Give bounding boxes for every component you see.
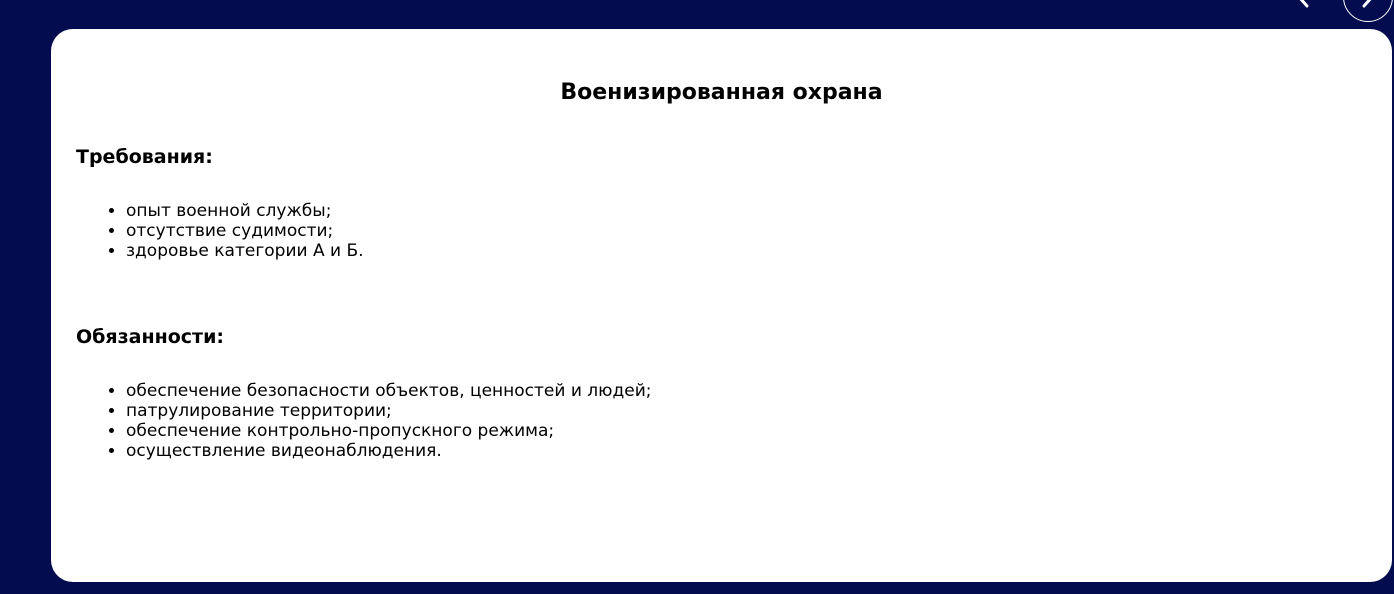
chevron-right-icon [1358, 0, 1378, 9]
list-item: • патрулирование территории; [126, 401, 651, 421]
requirements-heading: Требования: [76, 146, 213, 168]
list-item: • осуществление видеонаблюдения. [126, 441, 651, 461]
requirements-list [107, 201, 364, 261]
list-item: • здоровье категории А и Б. [126, 241, 364, 261]
duties-heading: Обязанности: [76, 326, 224, 348]
prev-slide-button[interactable] [1288, 0, 1318, 12]
job-description-card [51, 29, 1392, 582]
chevron-left-icon [1293, 0, 1313, 9]
list-item: • обеспечение контрольно-пропускного режима; [126, 421, 651, 441]
list-item: • отсутствие судимости; [126, 221, 364, 241]
next-slide-button[interactable] [1343, 0, 1393, 22]
list-item: • опыт военной службы; [126, 201, 364, 221]
duties-list [107, 381, 651, 461]
list-item: • обеспечение безопасности объектов, ценностей и людей; [126, 381, 651, 401]
card-title: Военизированная охрана [560, 80, 883, 105]
